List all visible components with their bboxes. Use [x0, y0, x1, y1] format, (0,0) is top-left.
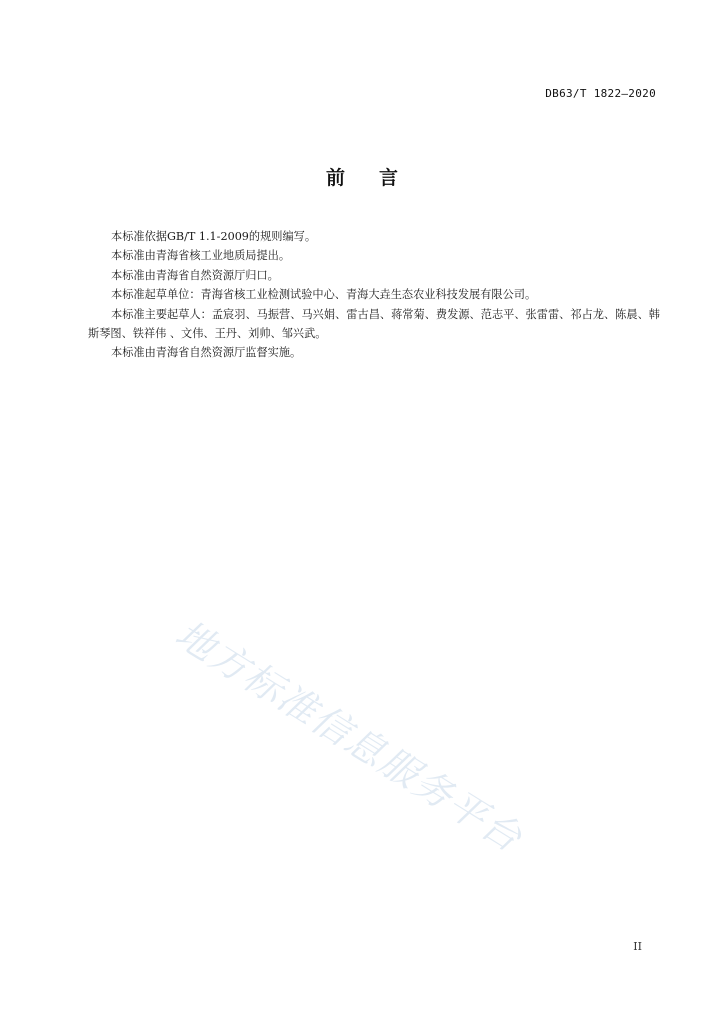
paragraph: 本标准起草单位：青海省核工业检测试验中心、青海大垚生态农业科技发展有限公司。 — [111, 288, 537, 302]
title-char-1: 前 — [325, 167, 345, 189]
paragraph: 本标准由青海省自然资源厅归口。 — [111, 268, 279, 282]
watermark: 地方标准信息服务平台 — [167, 611, 531, 861]
title-char-2: 言 — [379, 167, 399, 189]
paragraph: 本标准由青海省核工业地质局提出。 — [111, 249, 291, 263]
foreword-body — [88, 227, 660, 363]
page-number: II — [633, 940, 642, 953]
paragraph: 本标准依据GB/T 1.1-2009的规则编写。 — [111, 230, 317, 243]
paragraph: 本标准由青海省自然资源厅监督实施。 — [111, 346, 302, 360]
document-code: DB63/T 1822—2020 — [545, 87, 656, 100]
paragraph: 本标准主要起草人：孟宸羽、马振营、马兴娟、雷古昌、蒋常菊、费发源、范志平、张雷雷、祁占龙、陈晨、韩斯琴图、铁祥伟 、文伟、王丹、刘帅、邹兴武。 — [88, 307, 660, 341]
page-title — [0, 163, 724, 190]
